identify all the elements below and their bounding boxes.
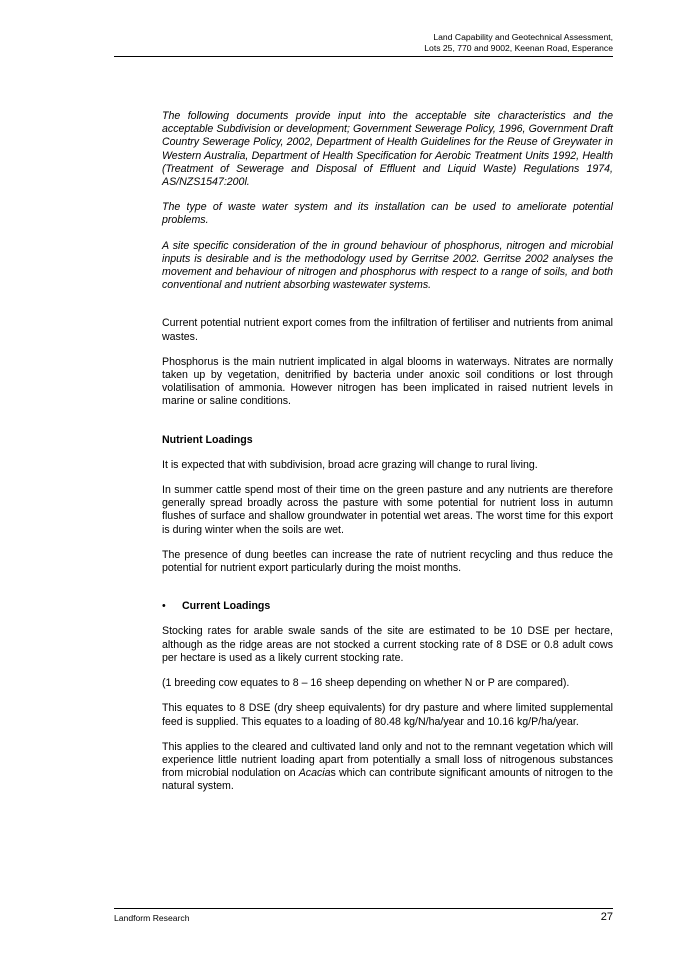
paragraph-subdivision: It is expected that with subdivision, broad acre grazing will change to rural living. (162, 458, 538, 471)
header-rule (114, 56, 613, 57)
acacia-italic: Acacia (298, 767, 331, 780)
paragraph-dung-beetles: The presence of dung beetles can increase the rate of nutrient recycling and thus reduce the potential for nutrient export particularly during the moist months. (162, 548, 613, 575)
header-line-2: Lots 25, 770 and 9002, Keenan Road, Esperance (424, 43, 613, 53)
paragraph-cleared-land-part-1: This applies to the cleared and cultivated land only and not to the remnant vegetation which will experience little nutrient loading apart from potentially a small loss of nitrogenous substances from microbial nodulation on (162, 740, 613, 780)
paragraph-waste-water-system: The type of waste water system and its installation can be used to ameliorate potential problems. (162, 201, 613, 227)
footer-rule (114, 908, 613, 909)
paragraph-stocking-rates: Stocking rates for arable swale sands of the site are estimated to be 10 DSE per hectare, although as the ridge areas are not stocked a current stocking rate of 8 DSE or 0.8 adult cows per hectare is used as a likely current stocking rate. (162, 625, 613, 664)
paragraph-dse-loading: This equates to 8 DSE (dry sheep equivalents) for dry pasture and where limited supplemental feed is supplied. This equates to a loading of 80.48 kg/N/ha/year and 10.16 kg/P/ha/year. (162, 702, 613, 728)
paragraph-cleared-land-part-2: s which can contribute significant amounts of nitrogen to the natural system. (162, 767, 613, 793)
paragraph-site-specific: A site specific consideration of the in ground behaviour of phosphorus, nitrogen and microbial inputs is desirable and is the methodology used by Gerritse 2002. Gerritse 2002 analyses the movement and behaviour of nitrogen and phosphorus with respect to a range of soils, and both conventional and nutrient absorbing wastewater systems. (162, 239, 613, 292)
heading-current-loadings: Current Loadings (182, 600, 271, 613)
paragraph-breeding-cow: (1 breeding cow equates to 8 – 16 sheep depending on whether N or P are compared). (162, 677, 570, 690)
paragraph-documents: The following documents provide input into the acceptable site characteristics and the acceptable Subdivision or development; Government Sewerage Policy, 1996, Government Draft Country Sewerage Policy, 2002, Department of Health Guidelines for the Reuse of Greywater in Western Australia, Department of Health Specification for Aerobic Treatment Units 1992, Health (Treatment of Sewerage and Disposal of Effluent and Liquid Waste) Regulations 1974, AS/NZS1547:200l. (162, 110, 613, 189)
heading-nutrient-loadings: Nutrient Loadings (162, 433, 253, 446)
page-body (162, 110, 613, 794)
header-line-1: Land Capability and Geotechnical Assessment, (433, 32, 613, 42)
bullet-icon: • (162, 600, 166, 613)
footer-organisation: Landform Research (114, 913, 190, 923)
page-number: 27 (600, 911, 613, 923)
paragraph-summer-cattle: In summer cattle spend most of their time on the green pasture and any nutrients are therefore generally spread broadly across the pasture with some potential for nutrient loss in autumn flushes of surface and shallow groundwater in potential wet areas. The worst time for this export is during winter when the soils are wet. (162, 484, 613, 536)
paragraph-phosphorus: Phosphorus is the main nutrient implicated in algal blooms in waterways. Nitrates are normally taken up by vegetation, denitrified by bacteria under anoxic soil conditions or lost through volatilisation of ammonia. However nitrogen has been implicated in raised nutrient levels in marine or saline conditions. (162, 355, 613, 408)
heading-current-loadings-row (162, 600, 613, 613)
page-header (424, 32, 613, 54)
paragraph-current-export: Current potential nutrient export comes from the infiltration of fertiliser and nutrients from animal wastes. (162, 317, 613, 343)
paragraph-cleared-land (162, 741, 613, 794)
